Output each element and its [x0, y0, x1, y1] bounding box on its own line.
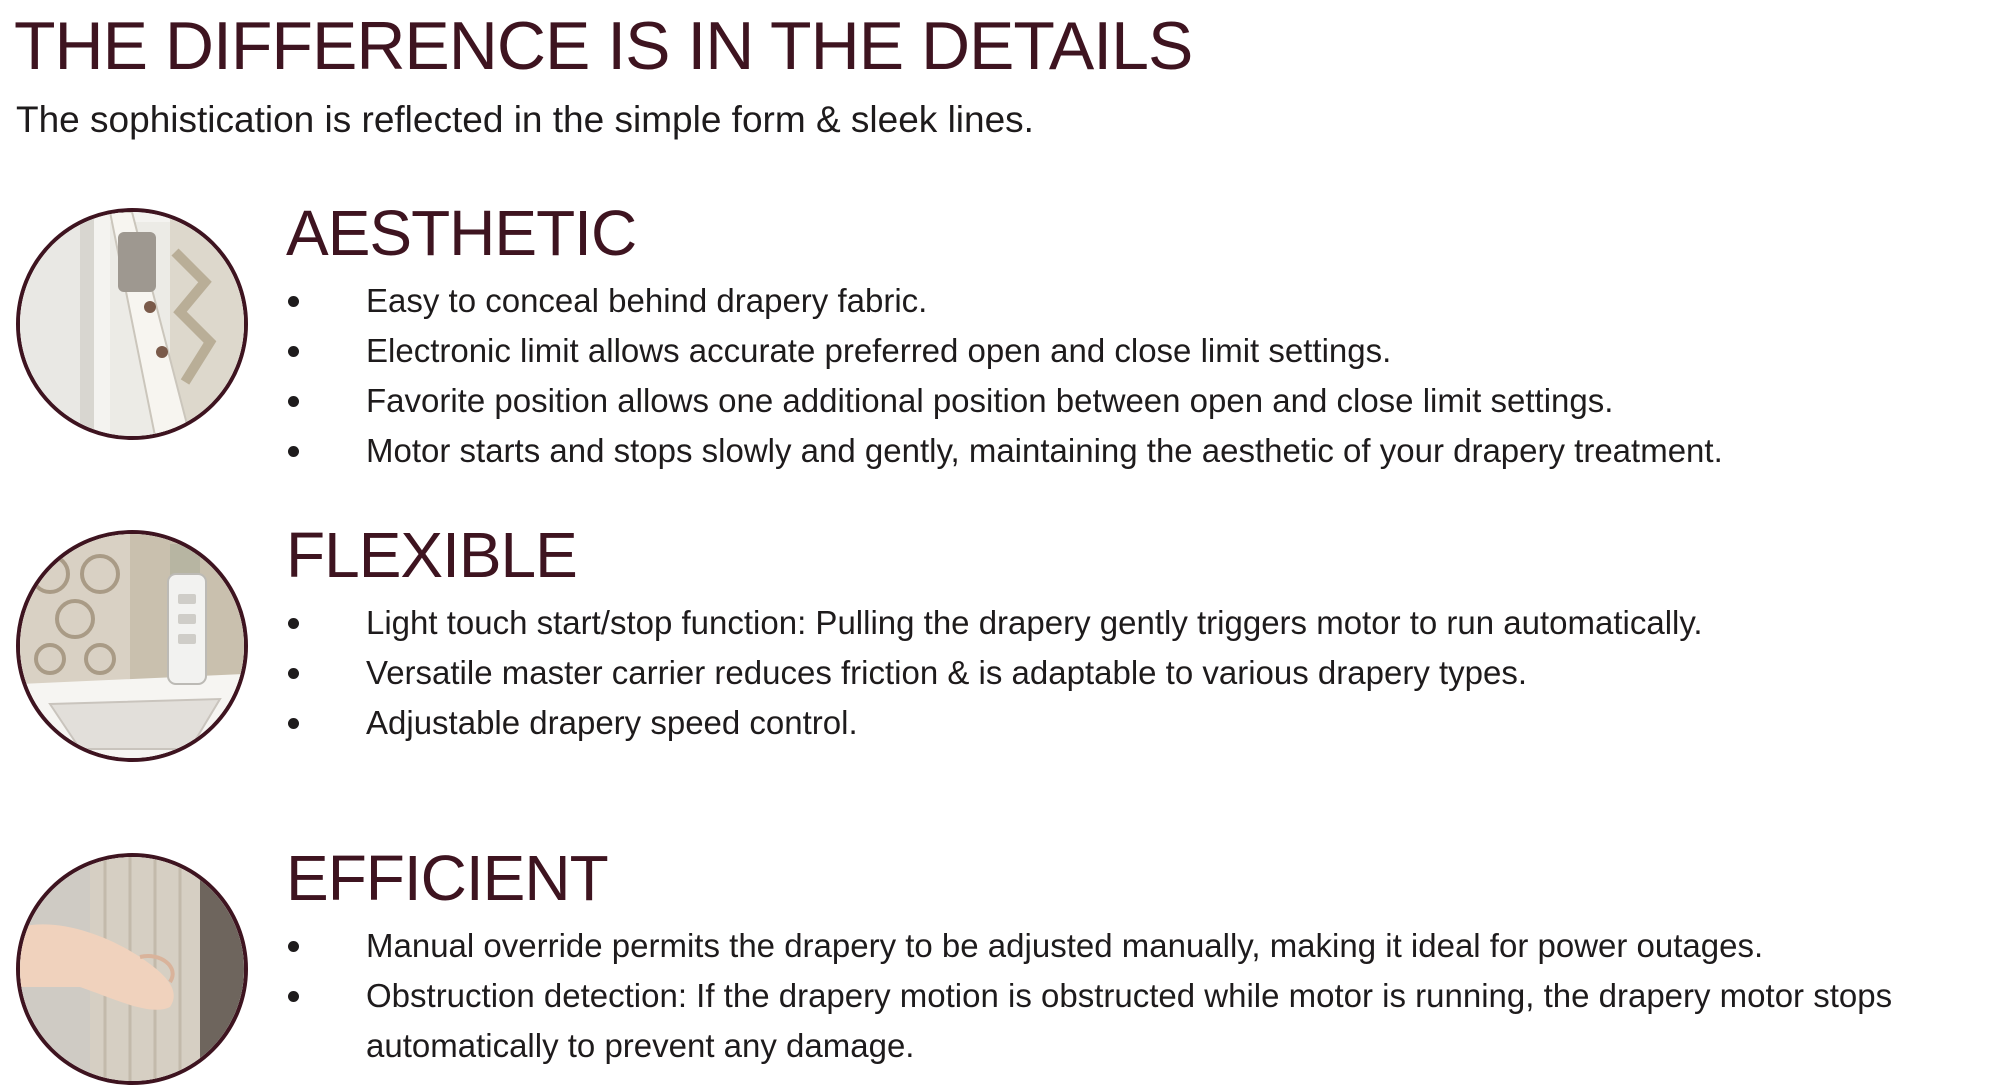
- drapery-carrier-image: [16, 208, 248, 440]
- list-item-text: Motor starts and stops slowly and gently, maintaining the aesthetic of your drapery treatment.: [366, 432, 1723, 469]
- list-item-text: Adjustable drapery speed control.: [366, 704, 858, 741]
- list-item-text: Manual override permits the drapery to be adjusted manually, making it ideal for power outages.: [366, 927, 1764, 964]
- feature-list: [286, 276, 1986, 476]
- list-item-text: Versatile master carrier reduces friction & is adaptable to various drapery types.: [366, 654, 1528, 691]
- list-item-text: Favorite position allows one additional position between open and close limit settings.: [366, 382, 1614, 419]
- drapery-carrier-illustration: [20, 212, 244, 436]
- page-subtitle: The sophistication is reflected in the simple form & sleek lines.: [16, 99, 1034, 140]
- remote-control-image: [16, 530, 248, 762]
- bullet-icon: [288, 296, 299, 307]
- list-item: [286, 921, 1986, 971]
- bullet-icon: [288, 618, 299, 629]
- section-title: FLEXIBLE: [286, 519, 577, 591]
- list-item: [286, 276, 1986, 326]
- list-item: [286, 648, 1986, 698]
- remote-control-illustration: [20, 534, 244, 758]
- list-item-text: Electronic limit allows accurate preferred open and close limit settings.: [366, 332, 1392, 369]
- list-item: [286, 426, 1986, 476]
- bullet-icon: [288, 991, 299, 1002]
- bullet-icon: [288, 718, 299, 729]
- section-title: AESTHETIC: [286, 197, 637, 269]
- bullet-icon: [288, 941, 299, 952]
- bullet-icon: [288, 446, 299, 457]
- bullet-icon: [288, 668, 299, 679]
- bullet-icon: [288, 346, 299, 357]
- list-item-text: Easy to conceal behind drapery fabric.: [366, 282, 928, 319]
- list-item: [286, 971, 1986, 1071]
- hand-drapery-image: [16, 853, 248, 1085]
- list-item: [286, 698, 1986, 748]
- list-item: [286, 598, 1986, 648]
- list-item-text: Obstruction detection: If the drapery motion is obstructed while motor is running, the drapery motor stops automatically to prevent any damage.: [366, 977, 1893, 1064]
- list-item: [286, 326, 1986, 376]
- page-title: THE DIFFERENCE IS IN THE DETAILS: [14, 8, 1193, 84]
- hand-pulling-drapery-illustration: [20, 857, 244, 1081]
- feature-list: [286, 598, 1986, 748]
- list-item-text: Light touch start/stop function: Pulling the drapery gently triggers motor to run automatically.: [366, 604, 1703, 641]
- list-item: [286, 376, 1986, 426]
- feature-list: [286, 921, 1986, 1071]
- bullet-icon: [288, 396, 299, 407]
- section-title: EFFICIENT: [286, 842, 608, 914]
